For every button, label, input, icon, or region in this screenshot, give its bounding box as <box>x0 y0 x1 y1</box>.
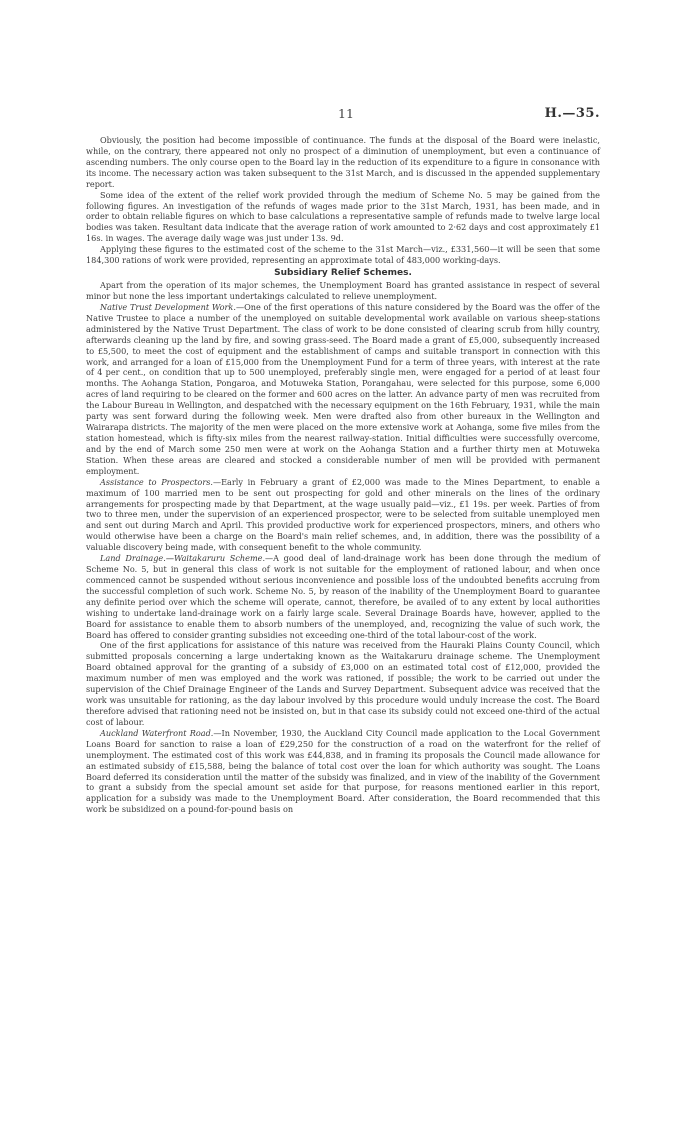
paragraph-prospectors <box>86 477 600 553</box>
page-header <box>0 106 700 126</box>
native-trust-text: —One of the first operations of this nature considered by the Board was the offer of the Native Trustee to place a number of the unemployed on suitable developmental work available on various sheep-stations administered by the Native Trust Department. The class of work to be done consisted of clearing scrub from hilly country, afterwards cleaning up the land by fire, and sowing grass-seed. The Board made a grant of £5,000, subsequently increased to £5,500, to meet the cost of equipment and the establishment of camps and suitable transport in connection with this work, and arranged for a loan of £15,000 from the Unemployment Fund for a term of three years, with interest at the rate of 4 per cent., on condition that up to 500 unemployed, preferably single men, were engaged for a period of at least four months. The Aohanga Station, Pongaroa, and Motuweka Station, Porangahau, were selected for this purpose, some 6,000 acres of land requiring to be cleared on the former and 600 acres on the latter. An advance party of men was recruited from the Labour Bureau in Wellington, and despatched with the necessary equipment on the 16th February, 1931, while the main party was sent forward during the following week. Men were drafted also from other bureaux in the Wellington and Wairarapa districts. The majority of the men were placed on the more extensive work at Aohanga, some five miles from the station homestead, which is fifty-six miles from the nearest railway-station. Initial difficulties were successfully overcome, and by the end of March some 250 men were at work on the Aohanga Station and a further thirty men at Motuweka Station. When these areas are cleared and stocked a considerable number of men will be provided with permanent employment. <box>86 301 600 476</box>
prospectors-text: —Early in February a grant of £2,000 was made to the Mines Department, to enable a maximum of 100 married men to be sent out prospecting for gold and other minerals on the lines of the ordinary arrangements for prospecting made by that Department, at the wage usually paid—viz., £1 19s. per week. Parties of from two to three men, under the supervision of an experienced prospector, were to be selected from suitable unemployed men and sent out during March and April. This provided productive work for experienced prospectors, miners, and others who would otherwise have been a charge on the Board's main relief schemes, and, in addition, there was the possibility of a valuable discovery being made, with consequent benefit to the whole community. <box>86 476 600 553</box>
paragraph-hauraki: One of the first applications for assistance of this nature was received from the Hauraki Plains County Council, which submitted proposals concerning a large undertaking known as the Waitakaruru drainage scheme. The Unemployment Board obtained approval for the granting of a subsidy of £3,000 on an estimated total cost of £12,000, provided the maximum number of men was employed and the work was rationed, if possible; the work to be carried out under the supervision of the Chief Drainage Engineer of the Lands and Survey Department. Subsequent advice was received that the work was unsuitable for rationing, as the day labour involved by this procedure would unduly increase the cost. The Board therefore advised that rationing need not be insisted on, but in that case its subsidy could not exceed one-third of the actual cost of labour. <box>86 640 600 727</box>
land-drainage-title: Land Drainage.—Waitakaruru Scheme. <box>100 553 266 564</box>
paragraph-subsidiary: Apart from the operation of its major schemes, the Unemployment Board has granted assistance in respect of several minor but none the less important undertakings calculated to relieve unemployment. <box>86 280 600 301</box>
section-heading: Subsidiary Relief Schemes. <box>274 268 412 279</box>
native-trust-title: Native Trust Development Work. <box>100 301 236 312</box>
paragraph-figures: Applying these figures to the estimated cost of the scheme to the 31st March—viz., £331,560—it will be seen that some 184,300 rations of work were provided, representing an approximate total of 483,000 working-days. <box>86 244 600 266</box>
waterfront-title: Auckland Waterfront Road. <box>100 727 214 738</box>
paragraph-position: Obviously, the position had become impossible of continuance. The funds at the disposal of the Board were inelastic, while, on the contrary, there appeared not only no prospect of a diminution of unemployment, but even a continuance of ascending numbers. The only course open to the Board lay in the reduction of its expenditure to a figure in consonance with its income. The necessary action was taken subsequent to the 31st March, and is discussed in the appended supplementary report. <box>86 135 600 189</box>
body-text <box>86 135 600 815</box>
page-number: 11 <box>338 106 354 121</box>
paragraph-extent: Some idea of the extent of the relief work provided through the medium of Scheme No. 5 may be gained from the following figures. An investigation of the refunds of wages made prior to the 31st March, 1931, has been made, and in order to obtain reliable figures on which to base calculations a representative sample of refunds made to twelve large local bodies was taken. Resultant data indicate that the average ration of work amounted to 2·62 days and cost approximately £1 16s. in wages. The average daily wage was just under 13s. 9d. <box>86 189 600 244</box>
document-code: H.—35. <box>544 106 600 121</box>
paragraph-waterfront <box>86 728 600 815</box>
waterfront-text: —In November, 1930, the Auckland City Council made application to the Local Government Loans Board for sanction to raise a loan of £29,250 for the construction of a road on the waterfront for the relief of unemployment. The estimated cost of this work was £44,838, and in framing its proposals the Council made allowance for an estimated subsidy of £15,588, being the balance of total cost over the loan for which authority was sought. The Loans Board deferred its consideration until the matter of the subsidy was finalized, and in view of the inability of the Government to grant a subsidy from the special amount set aside for that purpose, for reasons mentioned earlier in this report, application for a subsidy was made to the Unemployment Board. After consideration, the Board recommended that this work be subsidized on a pound-for-pound basis on <box>86 727 600 815</box>
land-drainage-text: —A good deal of land-drainage work has been done through the medium of Scheme No. 5, but in general this class of work is not suitable for the employment of rationed labour, and when once commenced cannot be suspended without serious inconvenience and possible loss of the undoubted benefits accruing from the successful completion of such work. Scheme No. 5, by reason of the inability of the Unemployment Board to guarantee any definite period over which the scheme will operate, cannot, therefore, be availed of to any extent by local authorities wishing to undertake land-drainage work on a fairly large scale. Several Drainage Boards have, however, applied to the Board for assistance to enable them to absorb numbers of the unemployed, and, recognizing the value of such work, the Board has offered to consider granting subsidies not exceeding one-third of the total labour-cost of the work. <box>86 553 600 640</box>
paragraph-land-drainage <box>86 553 600 640</box>
prospectors-title: Assistance to Prospectors. <box>100 476 213 487</box>
paragraph-native-trust <box>86 302 600 477</box>
